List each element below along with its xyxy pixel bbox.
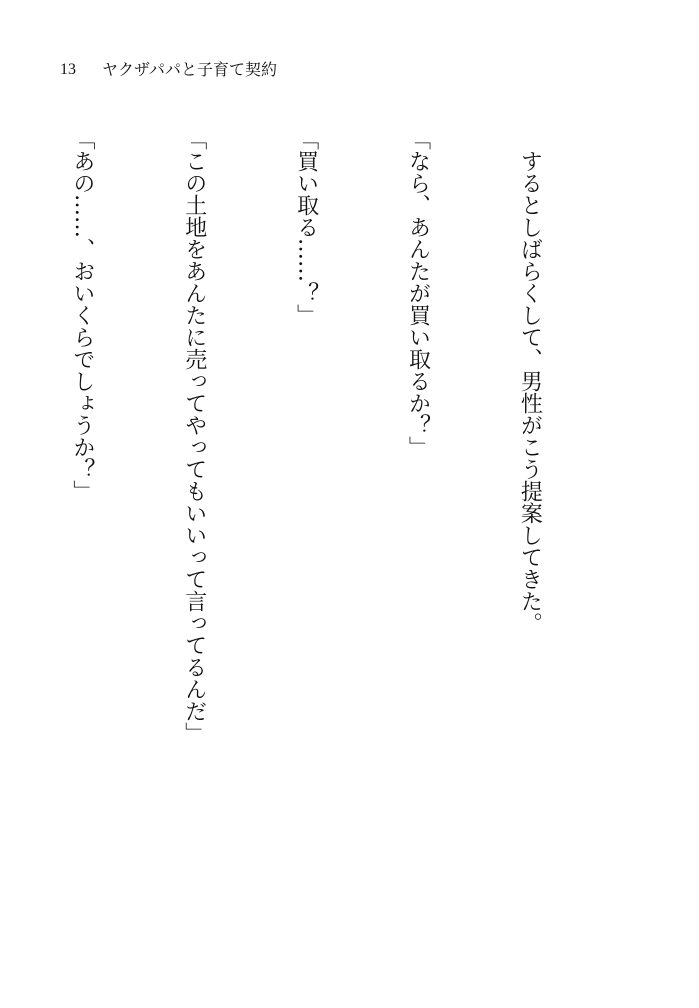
book-title: ヤクザパパと子育て契約 bbox=[102, 60, 278, 79]
text-line: 「買い取る……？」 bbox=[293, 128, 319, 326]
text-line: 「この土地をあんたに売ってやってもいいって言ってるんだ」 bbox=[181, 128, 207, 744]
running-header bbox=[60, 58, 277, 82]
page-number: 13 bbox=[60, 61, 76, 78]
text-line: 「あの……、おいくらでしょうか？」 bbox=[69, 128, 95, 502]
text-line: するとしばらくして、男性がこう提案してきた。 bbox=[517, 128, 543, 634]
vertical-body-text bbox=[0, 128, 623, 988]
text-line: 「なら、あんたが買い取るか？」 bbox=[405, 128, 431, 458]
